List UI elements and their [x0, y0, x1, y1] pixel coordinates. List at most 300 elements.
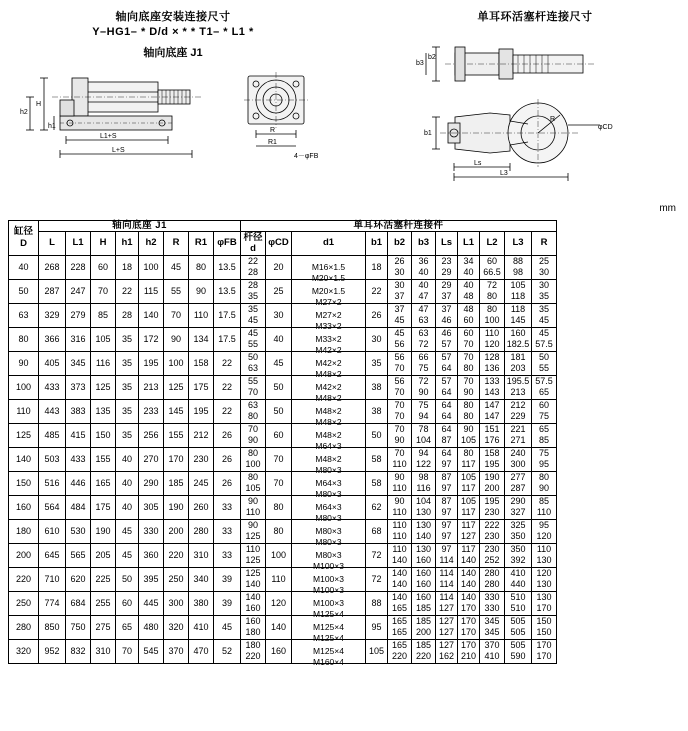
- header-R1: R1: [189, 231, 214, 255]
- dimension-table: [8, 220, 557, 668]
- cell-l: 503: [39, 447, 66, 471]
- cell-h1: 40: [116, 447, 139, 471]
- cell-l: 485: [39, 423, 66, 447]
- cell-b2: 26 30: [388, 255, 412, 279]
- cell-r1: 110: [189, 303, 214, 327]
- cell-b1: 62: [366, 495, 388, 519]
- cell-b1: 58: [366, 471, 388, 495]
- cell-r: 300: [164, 591, 189, 615]
- header-rod-label: 杆径: [243, 231, 263, 243]
- cell-d: 140: [9, 447, 39, 471]
- cell-h1: 35: [116, 399, 139, 423]
- label-L1S: L1+S: [100, 133, 117, 140]
- cell-h: 275: [91, 615, 116, 639]
- cell-l3: 350 392: [505, 543, 532, 567]
- cell-d1: M64×3 M80×3: [292, 471, 366, 495]
- header-H: H: [91, 231, 116, 255]
- table-row: [9, 591, 557, 615]
- cell-b2: 45 56: [388, 327, 412, 351]
- cell-h2: 256: [139, 423, 164, 447]
- cell-l3: 240 300: [505, 447, 532, 471]
- cell-h2: 330: [139, 519, 164, 543]
- cell-l3: 195.5 213: [505, 375, 532, 399]
- cell-l1-right: 140 170: [458, 591, 480, 615]
- cell-l3: 505 590: [505, 639, 532, 663]
- left-drawing-subtitle: 轴向底座 J1: [143, 47, 203, 59]
- cell-l: 443: [39, 399, 66, 423]
- cell-l: 366: [39, 327, 66, 351]
- cell-b1: 35: [366, 351, 388, 375]
- cell-b2: 30 37: [388, 279, 412, 303]
- left-drawing-canvas: [8, 60, 338, 185]
- cell-d1: M33×2 M42×2: [292, 327, 366, 351]
- cell-cd: 30: [266, 303, 292, 327]
- table-row: [9, 255, 557, 279]
- cell-r: 200: [164, 519, 189, 543]
- cell-h2: 100: [139, 255, 164, 279]
- cell-d1: M48×2 M80×3: [292, 447, 366, 471]
- cell-r: 250: [164, 567, 189, 591]
- cell-b2: 110 140: [388, 543, 412, 567]
- table-row: [9, 471, 557, 495]
- cell-cd: 140: [266, 615, 292, 639]
- header-Ls: Ls: [436, 231, 458, 255]
- axial-base-drawing-svg: [8, 60, 338, 180]
- cell-cd: 160: [266, 639, 292, 663]
- header-bore-label: 缸径: [13, 226, 33, 238]
- cell-h: 175: [91, 495, 116, 519]
- cell-l1-right: 105 117: [458, 495, 480, 519]
- cell-rod-dia: 110 125: [241, 543, 266, 567]
- cell-h2: 233: [139, 399, 164, 423]
- cell-r-right: 95 120: [532, 519, 557, 543]
- cell-b1: 22: [366, 279, 388, 303]
- cell-l2: 370 410: [480, 639, 505, 663]
- cell-l1: 279: [66, 303, 91, 327]
- cell-l3: 160 182.5: [505, 327, 532, 351]
- cell-rod-dia: 125 140: [241, 567, 266, 591]
- cell-rod-dia: 80 100: [241, 447, 266, 471]
- label-Ls: Ls: [474, 160, 482, 167]
- cell-l3: 212 229: [505, 399, 532, 423]
- cell-h: 255: [91, 591, 116, 615]
- cell-l1-right: 34 40: [458, 255, 480, 279]
- cell-r1: 410: [189, 615, 214, 639]
- cell-l1-right: 105 117: [458, 471, 480, 495]
- cell-cd: 50: [266, 399, 292, 423]
- cell-b3: 72 90: [412, 375, 436, 399]
- cell-cd: 70: [266, 447, 292, 471]
- cell-d: 80: [9, 327, 39, 351]
- cell-cd: 20: [266, 255, 292, 279]
- table-row: [9, 303, 557, 327]
- cell-d1: M100×3 M100×3: [292, 567, 366, 591]
- cell-h: 150: [91, 423, 116, 447]
- cell-l1: 247: [66, 279, 91, 303]
- cell-l: 710: [39, 567, 66, 591]
- cell-l1: 750: [66, 615, 91, 639]
- cell-h1: 35: [116, 375, 139, 399]
- cell-d: 63: [9, 303, 39, 327]
- drawings-section: [0, 0, 688, 214]
- cell-fb: 17.5: [214, 327, 241, 351]
- cell-cd: 40: [266, 327, 292, 351]
- cell-fb: 26: [214, 471, 241, 495]
- cell-b3: 66 75: [412, 351, 436, 375]
- cell-l3: 510 510: [505, 591, 532, 615]
- cell-h1: 40: [116, 495, 139, 519]
- left-drawing-title-line1: 轴向底座安装连接尺寸: [115, 11, 231, 23]
- cell-r1: 470: [189, 639, 214, 663]
- cell-h: 205: [91, 543, 116, 567]
- cell-d: 160: [9, 495, 39, 519]
- cell-rod-dia: 180 220: [241, 639, 266, 663]
- cell-r: 320: [164, 615, 189, 639]
- cell-d: 125: [9, 423, 39, 447]
- cell-fb: 33: [214, 495, 241, 519]
- cell-l2: 280 280: [480, 567, 505, 591]
- cell-l1-right: 90 105: [458, 423, 480, 447]
- cell-h2: 305: [139, 495, 164, 519]
- cell-l1: 484: [66, 495, 91, 519]
- cell-b3: 160 185: [412, 591, 436, 615]
- cell-h2: 480: [139, 615, 164, 639]
- cell-l2: 128 136: [480, 351, 505, 375]
- cell-r-right: 25 30: [532, 255, 557, 279]
- cell-r-right: 57.5 65: [532, 375, 557, 399]
- cell-l: 850: [39, 615, 66, 639]
- table-row: [9, 279, 557, 303]
- header-bore-sub: D: [20, 237, 27, 249]
- cell-r1: 90: [189, 279, 214, 303]
- cell-fb: 33: [214, 543, 241, 567]
- cell-l1: 415: [66, 423, 91, 447]
- right-drawing-canvas: [400, 25, 670, 190]
- cell-l3: 410 440: [505, 567, 532, 591]
- cell-h1: 60: [116, 591, 139, 615]
- label-H: H: [36, 101, 42, 108]
- cell-ls: 97 114: [436, 543, 458, 567]
- cell-r1: 260: [189, 495, 214, 519]
- cell-d: 280: [9, 615, 39, 639]
- cell-h2: 140: [139, 303, 164, 327]
- label-R: R: [270, 127, 276, 134]
- cell-r: 100: [164, 351, 189, 375]
- cell-h: 190: [91, 519, 116, 543]
- cell-ls: 57 64: [436, 375, 458, 399]
- cell-l1: 383: [66, 399, 91, 423]
- cell-r: 185: [164, 471, 189, 495]
- cell-l3: 118 145: [505, 303, 532, 327]
- cell-r: 370: [164, 639, 189, 663]
- cell-b2: 37 45: [388, 303, 412, 327]
- header-L2: L2: [480, 231, 505, 255]
- cell-rod-dia: 70 90: [241, 423, 266, 447]
- cell-b3: 94 122: [412, 447, 436, 471]
- cell-ls: 64 97: [436, 447, 458, 471]
- cell-l1-right: 40 48: [458, 279, 480, 303]
- cell-h1: 65: [116, 615, 139, 639]
- cell-d: 90: [9, 351, 39, 375]
- cell-b1: 105: [366, 639, 388, 663]
- cell-ls: 64 64: [436, 399, 458, 423]
- cell-rod-dia: 28 35: [241, 279, 266, 303]
- cell-d: 180: [9, 519, 39, 543]
- cell-l1: 620: [66, 567, 91, 591]
- cell-l1: 433: [66, 447, 91, 471]
- cell-r: 155: [164, 423, 189, 447]
- cell-h: 135: [91, 399, 116, 423]
- cell-l1-right: 117 127: [458, 519, 480, 543]
- cell-b1: 72: [366, 567, 388, 591]
- cell-r1: 80: [189, 255, 214, 279]
- cell-l1: 228: [66, 255, 91, 279]
- cell-r1: 212: [189, 423, 214, 447]
- cell-h2: 213: [139, 375, 164, 399]
- cell-b1: 50: [366, 423, 388, 447]
- cell-ls: 29 37: [436, 279, 458, 303]
- cell-ls: 97 97: [436, 519, 458, 543]
- cell-r-right: 30 35: [532, 279, 557, 303]
- label-b3: b3: [416, 60, 424, 67]
- cell-l2: 60 66.5: [480, 255, 505, 279]
- cell-l2: 133 143: [480, 375, 505, 399]
- cell-h: 105: [91, 327, 116, 351]
- cell-b1: 95: [366, 615, 388, 639]
- label-R1: R1: [268, 139, 277, 146]
- cell-l2: 190 200: [480, 471, 505, 495]
- cell-l1-right: 170 210: [458, 639, 480, 663]
- cell-r-right: 75 95: [532, 447, 557, 471]
- cell-b3: 130 160: [412, 543, 436, 567]
- cell-l2: 72 80: [480, 279, 505, 303]
- cell-h2: 115: [139, 279, 164, 303]
- cell-h1: 40: [116, 471, 139, 495]
- cell-b3: 40 47: [412, 279, 436, 303]
- cell-b3: 185 220: [412, 639, 436, 663]
- cell-r1: 340: [189, 567, 214, 591]
- cell-d: 220: [9, 567, 39, 591]
- cell-rod-dia: 63 80: [241, 399, 266, 423]
- header-b2: b2: [388, 231, 412, 255]
- cell-l: 516: [39, 471, 66, 495]
- cell-d: 110: [9, 399, 39, 423]
- cell-rod-dia: 22 28: [241, 255, 266, 279]
- cell-b1: 72: [366, 543, 388, 567]
- cell-fb: 26: [214, 423, 241, 447]
- cell-r-right: 35 45: [532, 303, 557, 327]
- cell-b2: 165 165: [388, 615, 412, 639]
- cell-l2: 195 230: [480, 495, 505, 519]
- header-L1: L1: [66, 231, 91, 255]
- cell-b2: 165 220: [388, 639, 412, 663]
- unit-label: mm: [659, 203, 676, 214]
- cell-cd: 60: [266, 423, 292, 447]
- header-FB: φFB: [214, 231, 241, 255]
- cell-h2: 270: [139, 447, 164, 471]
- cell-r1: 175: [189, 375, 214, 399]
- cell-d: 320: [9, 639, 39, 663]
- cell-b2: 140 165: [388, 591, 412, 615]
- cell-ls: 87 97: [436, 495, 458, 519]
- cell-l: 564: [39, 495, 66, 519]
- cell-r: 70: [164, 303, 189, 327]
- cell-b2: 56 70: [388, 375, 412, 399]
- cell-b3: 47 63: [412, 303, 436, 327]
- cell-ls: 23 29: [436, 255, 458, 279]
- cell-r-right: 65 85: [532, 423, 557, 447]
- cell-l: 405: [39, 351, 66, 375]
- cell-d: 50: [9, 279, 39, 303]
- cell-h: 70: [91, 279, 116, 303]
- cell-l: 952: [39, 639, 66, 663]
- cell-r1: 280: [189, 519, 214, 543]
- cell-l1-right: 80 117: [458, 447, 480, 471]
- cell-l3: 105 118: [505, 279, 532, 303]
- label-b2: b2: [428, 54, 436, 61]
- cell-d: 250: [9, 591, 39, 615]
- label-b1: b1: [424, 130, 432, 137]
- cell-r: 55: [164, 279, 189, 303]
- cell-rod-dia: 55 70: [241, 375, 266, 399]
- cell-b2: 90 110: [388, 495, 412, 519]
- cell-fb: 33: [214, 519, 241, 543]
- cell-h1: 35: [116, 327, 139, 351]
- cell-d1: M100×3 M125×4: [292, 591, 366, 615]
- cell-h: 125: [91, 375, 116, 399]
- cell-r-right: 45 57.5: [532, 327, 557, 351]
- cell-h2: 445: [139, 591, 164, 615]
- cell-rod-dia: 35 45: [241, 303, 266, 327]
- cell-r: 90: [164, 327, 189, 351]
- cell-l: 329: [39, 303, 66, 327]
- cell-r1: 158: [189, 351, 214, 375]
- header-d1: d1: [292, 231, 366, 255]
- cell-b3: 130 140: [412, 519, 436, 543]
- cell-fb: 17.5: [214, 303, 241, 327]
- cell-ls: 46 57: [436, 327, 458, 351]
- cell-h1: 45: [116, 543, 139, 567]
- header-group-axial-base: 轴向底座 J1: [39, 221, 241, 232]
- cell-b3: 104 130: [412, 495, 436, 519]
- cell-d1: M16×1.5 M20×1.5: [292, 255, 366, 279]
- cell-h2: 195: [139, 351, 164, 375]
- table-row: [9, 399, 557, 423]
- cell-r-right: 60 75: [532, 399, 557, 423]
- cell-l1-right: 60 70: [458, 327, 480, 351]
- table-row: [9, 543, 557, 567]
- cell-d1: M80×3 M80×3: [292, 519, 366, 543]
- cell-d1: M80×3 M100×3: [292, 543, 366, 567]
- cell-r1: 195: [189, 399, 214, 423]
- cell-h: 310: [91, 639, 116, 663]
- cell-l2: 80 100: [480, 303, 505, 327]
- cell-l1-right: 48 60: [458, 303, 480, 327]
- label-phiCD: φCD: [598, 124, 613, 131]
- table-row: [9, 639, 557, 663]
- cell-r: 125: [164, 375, 189, 399]
- cell-r: 145: [164, 399, 189, 423]
- cell-b1: 30: [366, 327, 388, 351]
- cell-fb: 22: [214, 399, 241, 423]
- cell-b1: 38: [366, 399, 388, 423]
- cell-d: 100: [9, 375, 39, 399]
- table-row: [9, 519, 557, 543]
- cell-rod-dia: 90 125: [241, 519, 266, 543]
- cell-r-right: 130 170: [532, 591, 557, 615]
- cell-ls: 57 64: [436, 351, 458, 375]
- cell-l1-right: 140 140: [458, 567, 480, 591]
- cell-r-right: 110 130: [532, 543, 557, 567]
- cell-l1-right: 80 80: [458, 399, 480, 423]
- header-L3: L3: [505, 231, 532, 255]
- cell-l3: 277 287: [505, 471, 532, 495]
- cell-l2: 147 147: [480, 399, 505, 423]
- cell-h2: 172: [139, 327, 164, 351]
- cell-l1: 316: [66, 327, 91, 351]
- cell-l: 645: [39, 543, 66, 567]
- cell-d1: M42×2 M48×2: [292, 351, 366, 375]
- cell-l: 774: [39, 591, 66, 615]
- cell-ls: 87 97: [436, 471, 458, 495]
- cell-b1: 38: [366, 375, 388, 399]
- label-R-right: R: [550, 116, 556, 123]
- cell-l2: 330 330: [480, 591, 505, 615]
- cell-h1: 50: [116, 567, 139, 591]
- cell-fb: 22: [214, 351, 241, 375]
- table-row: [9, 351, 557, 375]
- table-row: [9, 447, 557, 471]
- cell-r: 190: [164, 495, 189, 519]
- cell-l2: 110 120: [480, 327, 505, 351]
- cell-l: 610: [39, 519, 66, 543]
- left-drawing-title-line2: Y–HG1– * D/d × * * T1– * L1 *: [92, 26, 254, 38]
- label-h2: h2: [20, 109, 28, 116]
- cell-rod-dia: 80 105: [241, 471, 266, 495]
- table-row: [9, 615, 557, 639]
- cell-ls: 114 127: [436, 591, 458, 615]
- cell-h1: 35: [116, 351, 139, 375]
- table-row: [9, 375, 557, 399]
- cell-b3: 160 160: [412, 567, 436, 591]
- cell-h: 155: [91, 447, 116, 471]
- cell-l2: 230 252: [480, 543, 505, 567]
- cell-rod-dia: 90 110: [241, 495, 266, 519]
- cell-l1: 684: [66, 591, 91, 615]
- cell-h1: 35: [116, 423, 139, 447]
- cell-fb: 26: [214, 447, 241, 471]
- cell-l3: 181 203: [505, 351, 532, 375]
- cell-rod-dia: 140 160: [241, 591, 266, 615]
- header-rod-dia: [241, 231, 266, 255]
- cell-cd: 45: [266, 351, 292, 375]
- cell-b2: 56 70: [388, 351, 412, 375]
- cell-l1-right: 117 140: [458, 543, 480, 567]
- cell-ls: 37 46: [436, 303, 458, 327]
- header-h1: h1: [116, 231, 139, 255]
- table-header-group-row: [9, 221, 557, 232]
- label-4-FB: 4－φFB: [294, 153, 319, 160]
- table-body: [9, 255, 557, 668]
- cell-h1: 28: [116, 303, 139, 327]
- cell-d1: M48×2 M64×3: [292, 423, 366, 447]
- cell-b1: 26: [366, 303, 388, 327]
- right-drawing-block: [400, 10, 670, 190]
- cell-r: 170: [164, 447, 189, 471]
- cell-l1: 565: [66, 543, 91, 567]
- table-row: [9, 495, 557, 519]
- cell-b3: 36 40: [412, 255, 436, 279]
